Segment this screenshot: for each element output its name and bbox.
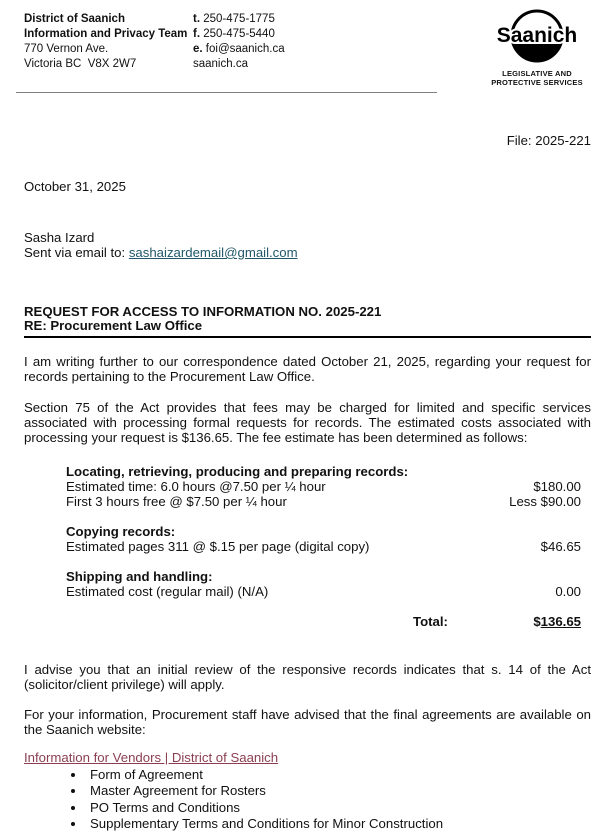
- letterhead-divider: [16, 92, 437, 93]
- org-team: Information and Privacy Team: [24, 28, 188, 40]
- fee-amount: $46.65: [540, 539, 581, 554]
- phone-line: t. 250-475-1775: [193, 13, 275, 25]
- list-item: PO Terms and Conditions: [24, 800, 591, 816]
- fee-total-row: [66, 614, 591, 629]
- org-name: District of Saanich: [24, 13, 125, 25]
- list-item: Master Agreement for Rosters: [24, 783, 591, 799]
- vendor-link-block: [24, 750, 591, 765]
- fee-section-heading: Locating, retrieving, producing and preparing records:: [66, 464, 409, 479]
- recipient-name: Sasha Izard: [24, 230, 95, 245]
- fee-amount: 0.00: [555, 584, 581, 599]
- saanich-logo-icon: [482, 8, 592, 66]
- fee-amount: $180.00: [533, 479, 581, 494]
- paragraph-advise: I advise you that an initial review of the responsive records indicates that s. 14 of the Act (solicitor/client privilege) will apply.: [24, 662, 591, 692]
- fee-section-locating: [66, 464, 591, 509]
- paragraph-website: For your information, Procurement staff have advised that the final agreements are available on the Saanich website:: [24, 707, 591, 737]
- recipient-block: [24, 230, 591, 260]
- saanich-logo: [477, 8, 597, 87]
- fax-line: f. 250-475-5440: [193, 28, 275, 40]
- sent-via-label: Sent via email to:: [24, 245, 129, 260]
- vendors-page-link[interactable]: Information for Vendors | District of Saanich: [24, 750, 279, 765]
- fee-total-amount: $136.65: [533, 614, 581, 629]
- fee-estimate-table: [24, 464, 591, 629]
- subject-divider: [24, 336, 591, 338]
- fee-row: [66, 479, 591, 494]
- fee-total-label: Total:: [413, 614, 448, 629]
- fee-label: First 3 hours free @ $7.50 per ¼ hour: [66, 494, 287, 509]
- agreement-list: [24, 767, 591, 832]
- letterhead-contact-block: [193, 12, 285, 72]
- fee-section-heading: Copying records:: [66, 524, 176, 539]
- file-reference: File: 2025-221: [506, 133, 591, 148]
- letterhead-address-block: [24, 12, 187, 72]
- email-line: e. foi@saanich.ca: [193, 43, 285, 55]
- org-street: 770 Vernon Ave.: [24, 43, 109, 55]
- fee-section-copying: [66, 524, 591, 554]
- fee-section-heading: Shipping and handling:: [66, 569, 213, 584]
- recipient-email-link[interactable]: sashaizardemail@gmail.com: [128, 245, 298, 260]
- list-item: Supplementary Terms and Conditions for Minor Construction: [24, 816, 591, 832]
- svg-text:Saanich: Saanich: [496, 24, 578, 47]
- fee-label: Estimated cost (regular mail) (N/A): [66, 584, 269, 599]
- paragraph-intro: I am writing further to our correspondence dated October 21, 2025, regarding your request for records pertaining to the Procurement Law Office.: [24, 354, 591, 384]
- fee-section-shipping: [66, 569, 591, 599]
- letterhead: [24, 10, 591, 87]
- fee-label: Estimated time: 6.0 hours @7.50 per ¼ hour: [66, 479, 326, 494]
- org-city: Victoria BC V8X 2W7: [24, 58, 137, 70]
- website-line: saanich.ca: [193, 58, 248, 70]
- sent-via-line: [24, 245, 591, 260]
- fee-amount: Less $90.00: [509, 494, 581, 509]
- subject-line1: REQUEST FOR ACCESS TO INFORMATION NO. 2025-221: [24, 304, 382, 319]
- paragraph-fees: Section 75 of the Act provides that fees may be charged for limited and specific services associated with processing formal requests for records. The estimated costs associated with processing your request is $136.65. The fee estimate has been determined as follows:: [24, 400, 591, 445]
- fee-row: [66, 539, 591, 554]
- logo-caption-line1: LEGISLATIVE AND: [502, 69, 572, 78]
- subject-line2: RE: Procurement Law Office: [24, 318, 203, 333]
- fee-label: Estimated pages 311 @ $.15 per page (digital copy): [66, 539, 370, 554]
- fee-row: [66, 494, 591, 509]
- letter-date: October 31, 2025: [24, 179, 126, 194]
- logo-caption-line2: PROTECTIVE SERVICES: [491, 78, 583, 87]
- fee-row: [66, 584, 591, 599]
- list-item: Form of Agreement: [24, 767, 591, 783]
- subject-block: [24, 305, 591, 333]
